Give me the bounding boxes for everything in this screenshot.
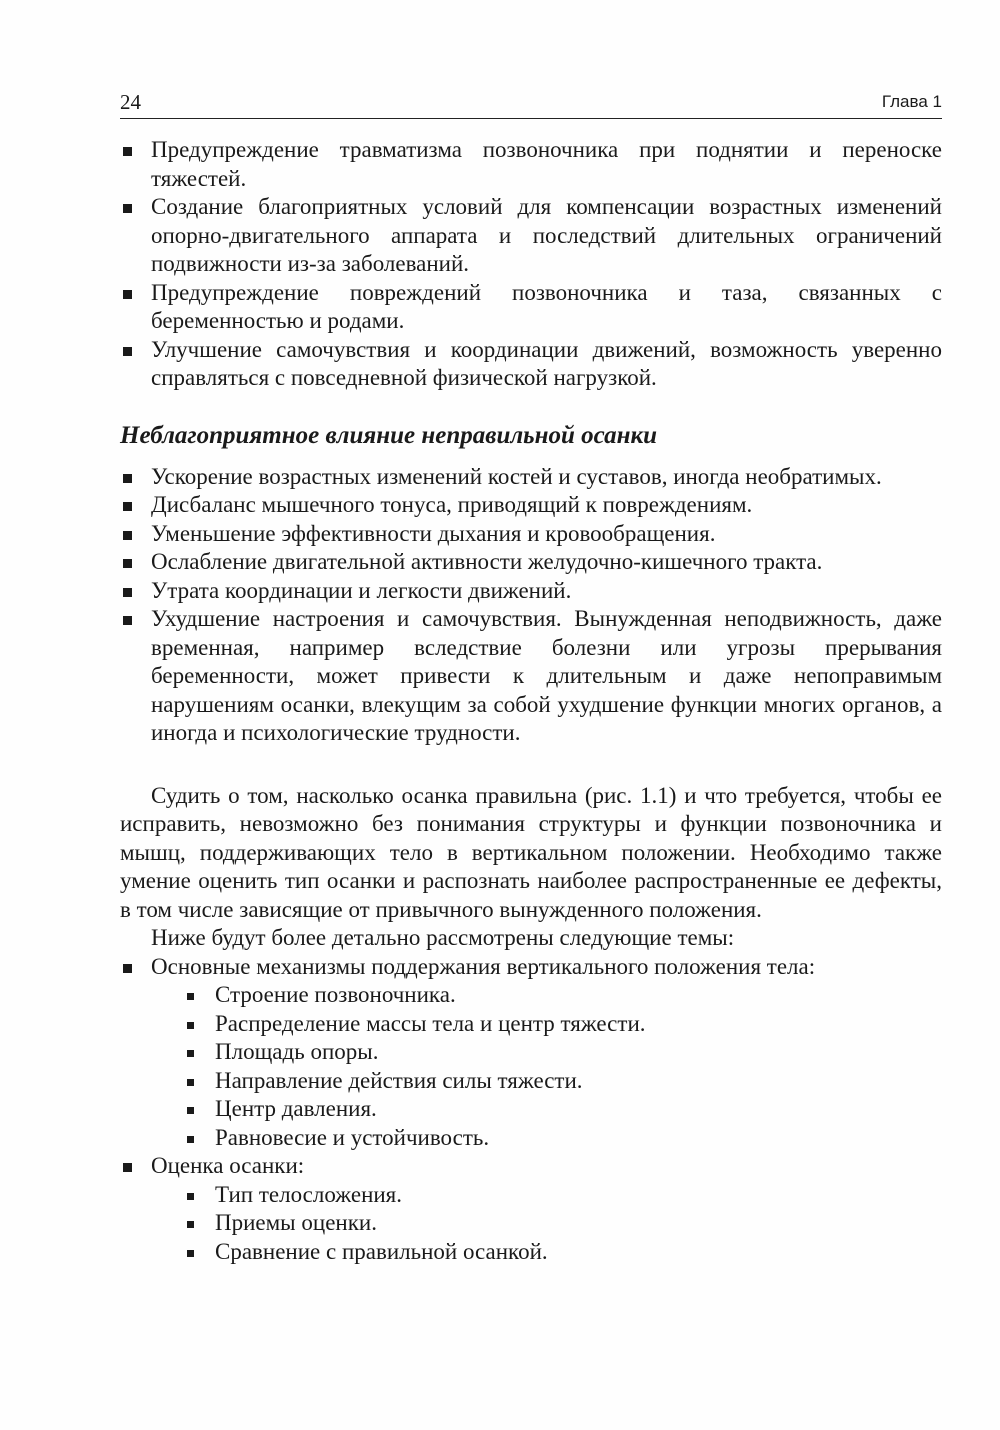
- topics-list: [120, 953, 942, 1267]
- subtopic-item: Центр давления.: [151, 1095, 942, 1124]
- list-item: Дисбаланс мышечного тонуса, приводящий к повреждениям.: [120, 491, 942, 520]
- subtopic-item: Площадь опоры.: [151, 1038, 942, 1067]
- body-paragraph: Судить о том, насколько осанка правильна (рис. 1.1) и что требуется, чтобы ее исправить, невозможно без понимания структуры и функции позвоночника и мышц, поддерживающих тело в вертикальном положении. Необходимо также умение оценить тип осанки и распознать наиболее распространенные ее дефекты, в том числе зависящие от привычного вынужденного положения.: [120, 782, 942, 922]
- subtopic-item: Равновесие и устойчивость.: [151, 1124, 942, 1153]
- subtopic-item: Приемы оценки.: [151, 1209, 942, 1238]
- topic-item: [120, 953, 942, 1153]
- list-item: Улучшение самочувствия и координации движений, возможность уверенно справляться с повседневной физической нагрузкой.: [120, 336, 942, 393]
- list-item: Уменьшение эффективности дыхания и кровообращения.: [120, 520, 942, 549]
- list-item: Ускорение возрастных изменений костей и суставов, иногда необратимых.: [120, 463, 942, 492]
- list-item: Предупреждение повреждений позвоночника и таза, связанных с беременностью и родами.: [120, 279, 942, 336]
- list-item: Создание благоприятных условий для компенсации возрастных изменений опорно-двигательного аппарата и последствий длительных ограничений подвижности из-за заболеваний.: [120, 193, 942, 279]
- subtopic-item: Тип телосложения.: [151, 1181, 942, 1210]
- list-item: Утрата координации и легкости движений.: [120, 577, 942, 606]
- topic-label: Оценка осанки:: [151, 1153, 305, 1178]
- topic-label: Основные механизмы поддержания вертикального положения тела:: [151, 953, 816, 979]
- subtopic-list: [151, 981, 942, 1152]
- subtopic-item: Строение позвоночника.: [151, 981, 942, 1010]
- page-content: [120, 136, 942, 1266]
- topics-intro: Ниже будут более детально рассмотрены следующие темы:: [151, 925, 735, 950]
- subtopic-item: Направление действия силы тяжести.: [151, 1067, 942, 1096]
- subtopic-list: [151, 1181, 942, 1267]
- list-item: Предупреждение травматизма позвоночника при поднятии и переноске тяжестей.: [120, 136, 942, 193]
- effects-list: [120, 463, 942, 748]
- subtopic-item: Распределение массы тела и центр тяжести.: [151, 1010, 942, 1039]
- topic-item: [120, 1152, 942, 1266]
- subtopic-item: Сравнение с правильной осанкой.: [151, 1238, 942, 1267]
- running-header: [120, 90, 942, 119]
- section-heading: Неблагоприятное влияние неправильной осанки: [120, 421, 658, 449]
- goals-list: [120, 136, 942, 393]
- list-item: Ухудшение настроения и самочувствия. Вынужденная неподвижность, даже временная, например вследствие болезни или угрозы прерывания беременности, может привести к длительным и даже непоправимым нарушениям осанки, влекущим за собой ухудшение функции многих органов, а иногда и психологические трудности.: [120, 605, 942, 748]
- page-number: 24: [120, 90, 141, 114]
- list-item: Ослабление двигательной активности желудочно-кишечного тракта.: [120, 548, 942, 577]
- chapter-title: Глава 1: [881, 92, 942, 111]
